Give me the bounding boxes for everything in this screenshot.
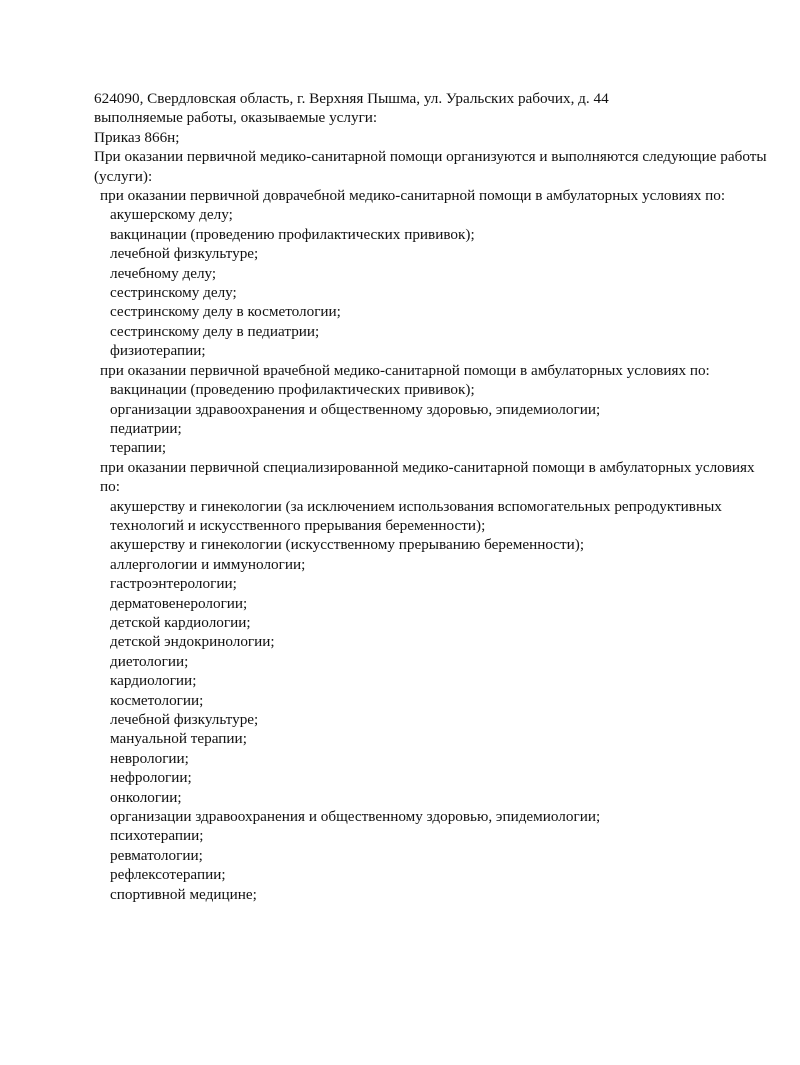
list-item: вакцинации (проведению профилактических прививок);	[110, 381, 475, 399]
intro-paragraph: При оказании первичной медико-санитарной помощи организуются и выполняются следующие работы (услуги):	[94, 148, 767, 185]
list-item: акушерству и гинекологии (за исключением использования вспомогательных репродуктивных технологий и искусственного прерывания беременности);	[110, 497, 722, 534]
section-heading-specialized: при оказании первичной специализированной медико-санитарной помощи в амбулаторных условиях по:	[100, 458, 755, 496]
list-item: онкологии;	[110, 788, 182, 806]
order-line: Приказ 866н;	[94, 128, 180, 146]
list-item: рефлексотерапии;	[110, 866, 226, 884]
list-item: аллергологии и иммунологии;	[110, 555, 306, 573]
list-item: сестринскому делу в косметологии;	[110, 303, 341, 321]
list-item: психотерапии;	[110, 827, 204, 845]
list-item: сестринскому делу в педиатрии;	[110, 322, 320, 340]
list-item: акушерскому делу;	[110, 206, 233, 224]
list-item: спортивной медицине;	[110, 885, 257, 903]
list-item: физиотерапии;	[110, 342, 206, 360]
list-item: мануальной терапии;	[110, 730, 247, 748]
document-page	[94, 89, 774, 904]
list-item: неврологии;	[110, 749, 189, 767]
section-heading-prehospital: при оказании первичной доврачебной медико-санитарной помощи в амбулаторных условиях по:	[100, 187, 726, 205]
list-item: педиатрии;	[110, 419, 182, 437]
list-item: организации здравоохранения и общественному здоровью, эпидемиологии;	[110, 808, 601, 826]
list-item: терапии;	[110, 439, 167, 457]
list-item: организации здравоохранения и общественному здоровью, эпидемиологии;	[110, 400, 601, 418]
list-item: гастроэнтерологии;	[110, 575, 237, 593]
list-item: детской кардиологии;	[110, 613, 251, 631]
list-item: вакцинации (проведению профилактических прививок);	[110, 225, 475, 243]
list-item: лечебной физкультуре;	[110, 711, 259, 728]
list-item: нефрологии;	[110, 769, 192, 787]
list-item: детской эндокринологии;	[110, 633, 275, 651]
list-item: акушерству и гинекологии (искусственному прерыванию беременности);	[110, 536, 585, 554]
list-item: лечебному делу;	[110, 264, 217, 282]
list-item: лечебной физкультуре;	[110, 245, 259, 263]
list-item: сестринскому делу;	[110, 284, 237, 302]
list-item: косметологии;	[110, 691, 204, 709]
section-heading-physician: при оказании первичной врачебной медико-санитарной помощи в амбулаторных условиях по:	[100, 361, 710, 379]
list-item: кардиологии;	[110, 672, 197, 690]
list-item: дерматовенерологии;	[110, 594, 248, 612]
list-item: ревматологии;	[110, 846, 203, 864]
address-line: 624090, Свердловская область, г. Верхняя Пышма, ул. Уральских рабочих, д. 44	[94, 90, 609, 107]
list-item: диетологии;	[110, 652, 189, 670]
works-heading: выполняемые работы, оказываемые услуги:	[94, 109, 378, 127]
